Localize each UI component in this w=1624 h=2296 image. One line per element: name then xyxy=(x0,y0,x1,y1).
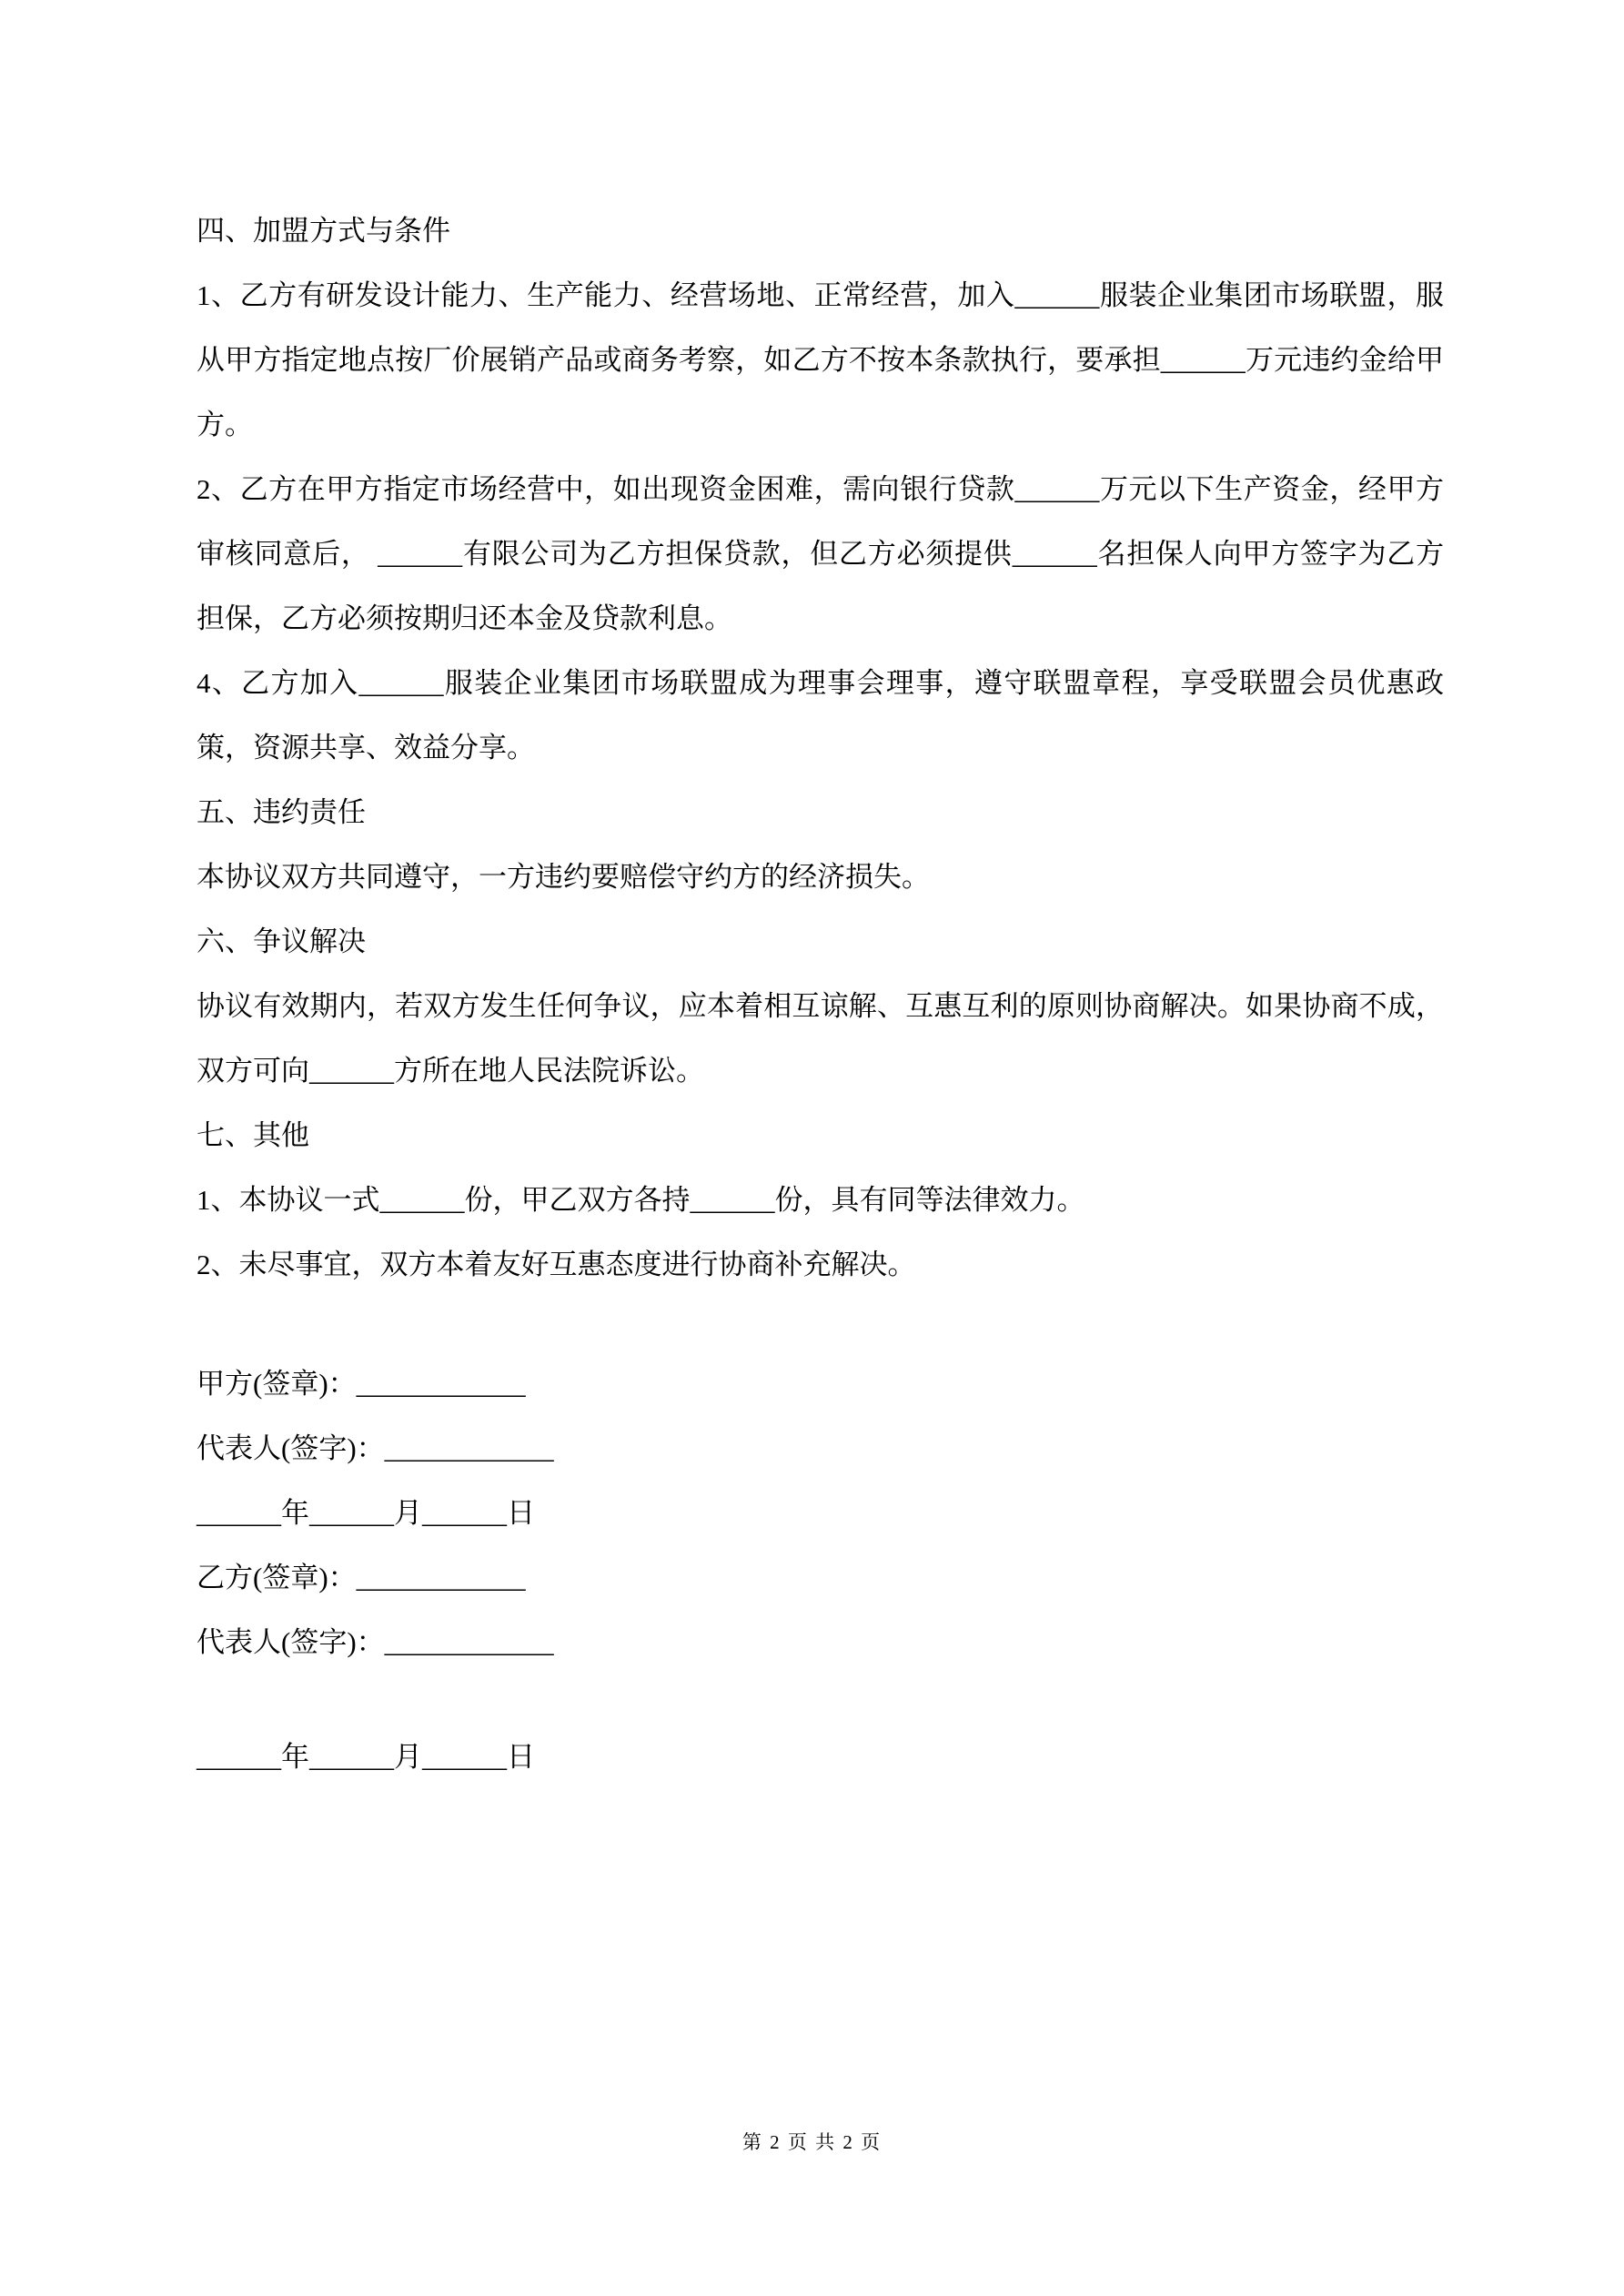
party-a-date-line: ______年______月______日 xyxy=(197,1497,535,1529)
clause-7-2: 2、未尽事宜，双方本着友好互惠态度进行协商补充解决。 xyxy=(197,1249,916,1280)
page-number-footer: 第 2 页 共 2 页 xyxy=(741,2131,883,2153)
clause-7-1: 1、本协议一式______份，甲乙双方各持______份，具有同等法律效力。 xyxy=(197,1184,1085,1216)
clause-4-1: 1、乙方有研发设计能力、生产能力、经营场地、正常经营，加入______服装企业集团市场联盟，服从甲方指定地点按厂价展销产品或商务考察，如乙方不按本条款执行，要承担______万元违约金给甲方。 xyxy=(197,279,1444,440)
party-a-representative-line: 代表人(签字)：____________ xyxy=(197,1432,554,1464)
section-heading-6: 六、争议解决 xyxy=(197,925,366,957)
party-b-representative-line: 代表人(签字)：____________ xyxy=(197,1626,554,1658)
party-b-date-line: ______年______月______日 xyxy=(197,1741,535,1773)
document-body xyxy=(197,198,1444,1789)
clause-4-2: 2、乙方在甲方指定市场经营中，如出现资金困难，需向银行贷款______万元以下生产资金，经甲方审核同意后， ______有限公司为乙方担保贷款，但乙方必须提供______名担保人向甲方签字为乙方担保，乙方必须按期归还本金及贷款利息。 xyxy=(197,473,1444,634)
section-heading-7: 七、其他 xyxy=(197,1119,309,1151)
party-b-seal-line: 乙方(签章)：____________ xyxy=(197,1562,526,1593)
section-heading-5: 五、违约责任 xyxy=(197,796,366,828)
party-a-seal-line: 甲方(签章)：____________ xyxy=(197,1368,526,1400)
clause-6-1: 协议有效期内，若双方发生任何争议，应本着相互谅解、互惠互利的原则协商解决。如果协商不成，双方可向______方所在地人民法院诉讼。 xyxy=(197,990,1444,1087)
section-heading-4: 四、加盟方式与条件 xyxy=(197,215,450,247)
clause-4-4: 4、乙方加入______服装企业集团市场联盟成为理事会理事，遵守联盟章程，享受联盟会员优惠政策，资源共享、效益分享。 xyxy=(197,667,1444,764)
clause-5-1: 本协议双方共同遵守，一方违约要赔偿守约方的经济损失。 xyxy=(197,861,930,893)
